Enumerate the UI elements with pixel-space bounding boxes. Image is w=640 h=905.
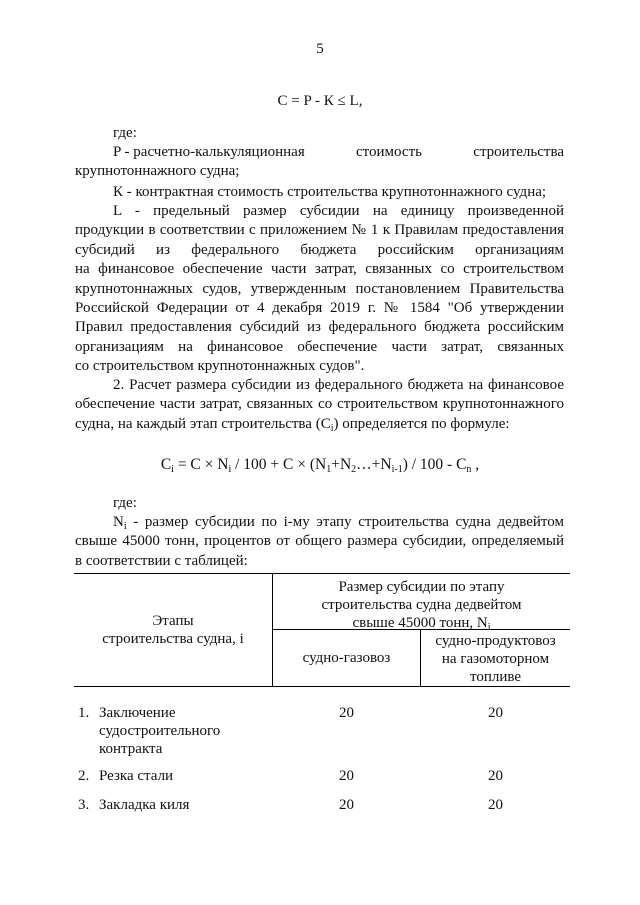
row-gas-value: 20 (339, 797, 354, 813)
row-number: 2. (78, 768, 90, 784)
def-k: К - контрактная стоимость строительства крупнотоннажного судна; (113, 184, 547, 200)
def-n-line: свыше 45000 тонн, процентов от общего размера субсидии, определяемый (75, 533, 564, 550)
para2-line: судна, на каждый этап строительства $(С_i)$ определяется по формуле: (75, 415, 510, 434)
row-gas-value: 20 (339, 768, 354, 784)
para2-line: 2. Расчет размера субсидии из федерального бюджета на финансовое (113, 377, 564, 393)
def-l (75, 202, 564, 377)
paragraph-2 (75, 376, 564, 434)
def-l-line: Российской Федерации от 4 декабря 2019 г. № 1584 "Об утверждении (75, 300, 564, 317)
table-top-rule (74, 573, 570, 574)
header-subsidy-size: Размер субсидии по этапу строительства судна дедвейтом свыше 45000 тонн, $N_i$ (321, 579, 522, 633)
def-l-line: со строительством крупнотоннажных судов". (75, 358, 365, 375)
def-l-line: продукции в соответствии с приложением № 1 к Правилам предоставления (75, 222, 564, 239)
def-n-line: в соответствии с таблицей: (75, 552, 248, 569)
def-n-line: $N_i$ - размер субсидии по i-му этапу строительства судна дедвейтом (113, 514, 564, 532)
def-n (75, 513, 564, 571)
def-l-line: организациям на финансовое обеспечение части затрат, связанных (75, 338, 564, 355)
row-product-value: 20 (488, 705, 503, 721)
row-stage: Закладка киля (99, 797, 190, 813)
def-l-line: субсидий из федерального бюджета российским организациям (75, 241, 564, 258)
row-product-value: 20 (488, 797, 503, 813)
formula-c: С = P - К ≤ L, (277, 93, 363, 109)
header-product-carrier: судно-продуктовоз на газомоторном топливе (435, 633, 556, 685)
row-product-value: 20 (488, 768, 503, 784)
def-l-line: крупнотоннажных судов, утвержденным постановлением Правительства (75, 280, 564, 297)
def-l-line: L - предельный размер субсидии на единицу произведенной (113, 203, 564, 219)
def-p-line1: P - расчетно-калькуляционная стоимость строительства (113, 144, 564, 160)
row-stage: Резка стали (99, 768, 174, 784)
header-gas-carrier: судно-газовоз (302, 650, 391, 666)
where-label: где: (113, 125, 137, 141)
row-number: 1. (78, 705, 90, 721)
def-p-line2: крупнотоннажного судна; (75, 163, 240, 179)
table-header-bottom-rule (74, 686, 570, 687)
formula-ci: $С_i = С \times N_i / 100 + С$ × $(N_1+N_2\dots+N_{i-1}) / 100 - С_n$ , (160, 456, 480, 475)
row-number: 3. (78, 797, 90, 813)
page-number: 5 (316, 41, 324, 57)
def-l-line: Правил предоставления субсидий из федерального бюджета российским (75, 319, 564, 336)
where-label-2: где: (113, 495, 137, 511)
def-l-line: на финансовое обеспечение части затрат, связанных со строительством (75, 261, 564, 278)
para2-line: обеспечение части затрат, связанных со строительством крупнотоннажного (75, 396, 564, 413)
row-gas-value: 20 (339, 705, 354, 721)
header-stage: Этапы строительства судна, i (102, 613, 244, 647)
row-stage: Заключение судостроительного контракта (99, 705, 221, 757)
